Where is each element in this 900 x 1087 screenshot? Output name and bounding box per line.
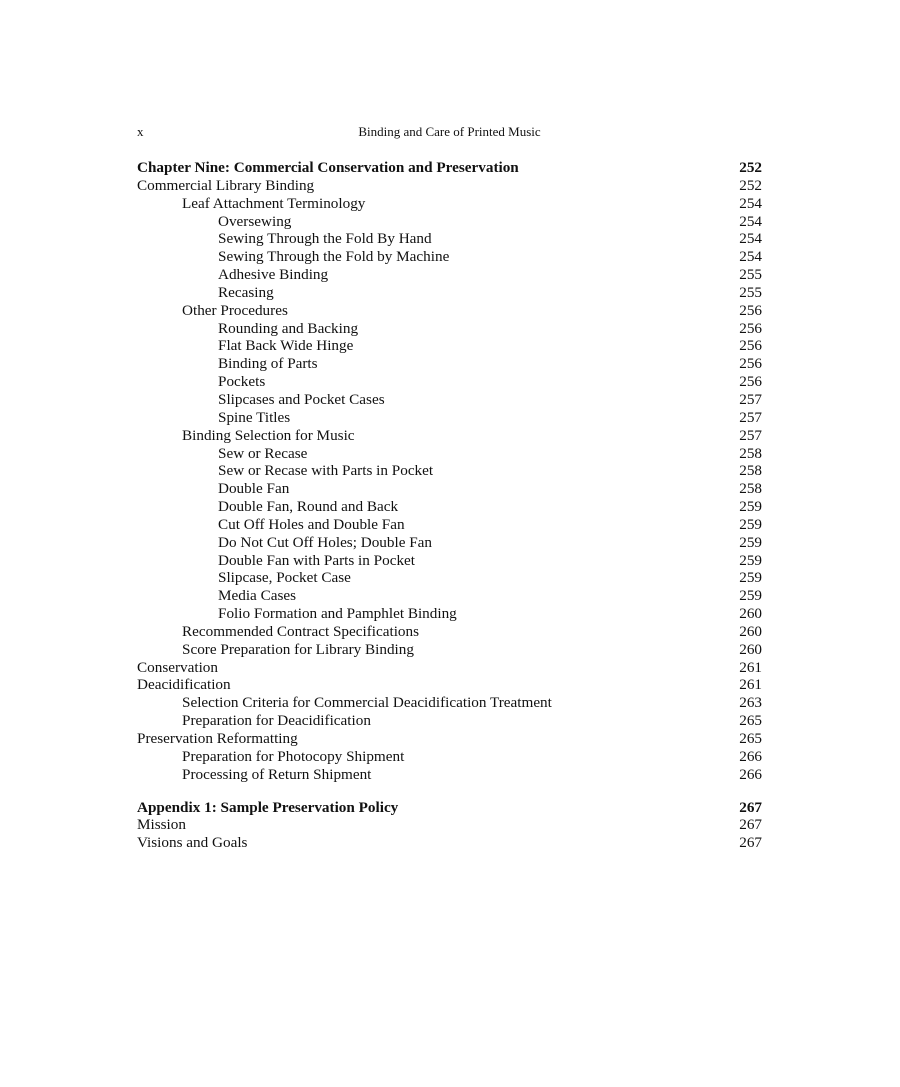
toc-entry bbox=[137, 391, 762, 409]
toc-entry-title: Binding of Parts bbox=[218, 355, 318, 373]
toc-entry-page: 252 bbox=[739, 176, 762, 194]
toc-entry-title: Preservation Reformatting bbox=[137, 730, 298, 747]
toc-entry-page: 265 bbox=[739, 712, 762, 730]
toc-entry-title: Media Cases bbox=[218, 587, 297, 605]
toc-entry-page: 266 bbox=[739, 747, 762, 765]
toc-entry-title: Pockets bbox=[218, 373, 266, 391]
toc-entry-page: 261 bbox=[739, 658, 762, 676]
toc-entry-page: 257 bbox=[739, 408, 762, 426]
toc-entry-page: 256 bbox=[739, 319, 762, 337]
toc-entry-page: 260 bbox=[739, 605, 762, 623]
toc-entry-title: Chapter Nine: Commercial Conservation and Preservation bbox=[137, 159, 519, 176]
toc-entry-title: Do Not Cut Off Holes; Double Fan bbox=[218, 533, 433, 551]
toc-entry-page: 263 bbox=[739, 694, 762, 712]
toc-entry bbox=[137, 712, 762, 730]
toc-entry-page: 259 bbox=[739, 533, 762, 551]
page-number: x bbox=[137, 124, 144, 139]
toc-entry-title: Leaf Attachment Terminology bbox=[182, 194, 366, 212]
toc-entry bbox=[137, 409, 762, 427]
toc-entry-title: Oversewing bbox=[218, 212, 292, 230]
toc-entry-title: Recommended Contract Specifications bbox=[182, 622, 420, 640]
toc-entry-page: 257 bbox=[739, 426, 762, 444]
toc-entry-title: Sewing Through the Fold by Machine bbox=[218, 248, 450, 266]
toc-entry-title: Conservation bbox=[137, 658, 218, 676]
toc-entry bbox=[137, 248, 762, 266]
toc-entry-page: 256 bbox=[739, 301, 762, 319]
toc-entry bbox=[137, 641, 762, 659]
toc-entry-page: 256 bbox=[739, 373, 762, 391]
toc-entry-title: Mission bbox=[137, 816, 186, 834]
toc-entry-title: Spine Titles bbox=[218, 408, 291, 426]
toc-entry bbox=[137, 177, 762, 195]
toc-entry bbox=[137, 569, 762, 587]
toc-entry-page: 255 bbox=[739, 266, 762, 284]
toc-entry-page: 254 bbox=[739, 230, 762, 248]
toc-entry bbox=[137, 834, 762, 852]
toc-entry bbox=[137, 498, 762, 516]
toc-entry-page: 256 bbox=[739, 355, 762, 373]
toc-entry-page: 258 bbox=[739, 462, 762, 480]
toc-entry-title: Double Fan, Round and Back bbox=[218, 498, 399, 516]
toc-entry bbox=[137, 213, 762, 231]
toc-entry-title: Commercial Library Binding bbox=[137, 176, 315, 194]
toc-entry bbox=[137, 623, 762, 641]
toc-entry bbox=[137, 320, 762, 338]
toc-entry bbox=[137, 534, 762, 552]
toc-entry bbox=[137, 462, 762, 480]
toc-entry bbox=[137, 816, 762, 834]
toc-entry bbox=[137, 605, 762, 623]
toc-entry-page: 254 bbox=[739, 194, 762, 212]
toc-entry bbox=[137, 552, 762, 570]
toc-entry bbox=[137, 159, 762, 177]
toc-entry bbox=[137, 427, 762, 445]
toc-entry-title: Score Preparation for Library Binding bbox=[182, 640, 414, 658]
toc-entry-title: Double Fan with Parts in Pocket bbox=[218, 551, 415, 569]
toc-entry-title: Sew or Recase with Parts in Pocket bbox=[218, 462, 434, 480]
toc-entry-title: Cut Off Holes and Double Fan bbox=[218, 515, 405, 533]
toc-entry bbox=[137, 302, 762, 320]
toc-entry-title: Recasing bbox=[218, 283, 274, 301]
toc-entry-title: Adhesive Binding bbox=[218, 266, 329, 284]
toc-entry bbox=[137, 748, 762, 766]
toc-entry-title: Appendix 1: Sample Preservation Policy bbox=[137, 798, 399, 816]
toc-entry-title: Flat Back Wide Hinge bbox=[218, 337, 354, 355]
toc-entry-title: Rounding and Backing bbox=[218, 319, 359, 337]
toc-entry bbox=[137, 480, 762, 498]
toc-entry-page: 265 bbox=[739, 730, 762, 747]
toc-entry-page: 252 bbox=[739, 159, 762, 176]
table-of-contents bbox=[137, 159, 762, 852]
toc-entry-page: 258 bbox=[739, 480, 762, 498]
toc-entry-page: 261 bbox=[739, 676, 762, 694]
toc-entry bbox=[137, 659, 762, 677]
toc-entry-page: 267 bbox=[739, 798, 762, 816]
toc-entry bbox=[137, 516, 762, 534]
toc-entry-title: Folio Formation and Pamphlet Binding bbox=[218, 605, 457, 623]
toc-entry-title: Processing of Return Shipment bbox=[182, 765, 372, 783]
toc-entry-title: Slipcase, Pocket Case bbox=[218, 569, 351, 587]
toc-entry-title: Double Fan bbox=[218, 480, 290, 498]
toc-entry-page: 259 bbox=[739, 569, 762, 587]
toc-entry-page: 260 bbox=[739, 622, 762, 640]
toc-entry bbox=[137, 587, 762, 605]
toc-entry-title: Deacidification bbox=[137, 676, 231, 694]
toc-entry-title: Sew or Recase bbox=[218, 444, 308, 462]
toc-entry-page: 259 bbox=[739, 498, 762, 516]
toc-entry-title: Preparation for Photocopy Shipment bbox=[182, 747, 405, 765]
toc-entry bbox=[137, 799, 762, 817]
toc-entry-page: 259 bbox=[739, 515, 762, 533]
toc-entry bbox=[137, 355, 762, 373]
toc-entry bbox=[137, 373, 762, 391]
toc-entry-page: 259 bbox=[739, 587, 762, 605]
toc-entry bbox=[137, 676, 762, 694]
toc-entry-title: Slipcases and Pocket Cases bbox=[218, 390, 385, 408]
toc-entry bbox=[137, 284, 762, 302]
toc-entry-page: 267 bbox=[739, 816, 762, 834]
running-title: Binding and Care of Printed Music bbox=[358, 124, 541, 139]
toc-entry-title: Selection Criteria for Commercial Deacidification Treatment bbox=[182, 694, 552, 712]
toc-entry-page: 257 bbox=[739, 390, 762, 408]
toc-entry-page: 266 bbox=[739, 765, 762, 783]
toc-entry-page: 259 bbox=[739, 551, 762, 569]
toc-entry bbox=[137, 266, 762, 284]
toc-entry bbox=[137, 730, 762, 748]
page-header bbox=[137, 124, 762, 144]
toc-entry bbox=[137, 337, 762, 355]
toc-entry-page: 256 bbox=[739, 337, 762, 355]
toc-entry-page: 254 bbox=[739, 212, 762, 230]
toc-entry bbox=[137, 230, 762, 248]
toc-entry bbox=[137, 766, 762, 784]
toc-entry-title: Preparation for Deacidification bbox=[182, 712, 371, 730]
toc-entry-title: Binding Selection for Music bbox=[182, 426, 355, 444]
toc-entry-page: 267 bbox=[739, 834, 762, 852]
toc-entry-page: 258 bbox=[739, 444, 762, 462]
toc-entry bbox=[137, 445, 762, 463]
toc-entry bbox=[137, 195, 762, 213]
toc-entry-page: 254 bbox=[739, 248, 762, 266]
toc-entry-page: 255 bbox=[739, 283, 762, 301]
toc-entry-title: Visions and Goals bbox=[137, 834, 248, 852]
toc-entry-title: Sewing Through the Fold By Hand bbox=[218, 230, 432, 248]
toc-entry-title: Other Procedures bbox=[182, 301, 288, 319]
toc-entry-page: 260 bbox=[739, 640, 762, 658]
toc-entry bbox=[137, 694, 762, 712]
